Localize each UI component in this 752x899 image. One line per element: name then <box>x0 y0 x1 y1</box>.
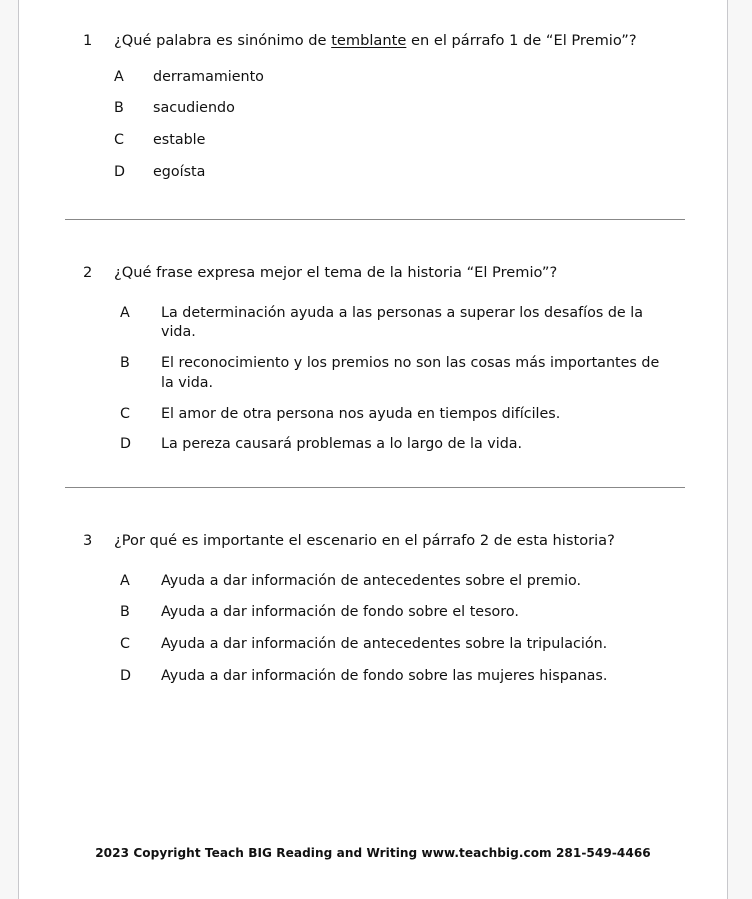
answer-option-a[interactable] <box>114 68 667 88</box>
option-text: sacudiendo <box>153 100 235 117</box>
option-letter: C <box>120 405 130 422</box>
document-page <box>18 0 728 899</box>
option-text: Ayuda a dar información de antecedentes sobre el premio. <box>161 572 582 589</box>
option-letter: A <box>120 572 130 589</box>
answer-options-list <box>83 572 691 687</box>
option-letter: D <box>120 436 132 453</box>
question-stem-row <box>83 531 691 551</box>
question-stem-part-after: en el párrafo 1 de “El Premio”? <box>406 32 637 49</box>
option-text: Ayuda a dar información de fondo sobre las mujeres hispanas. <box>161 667 608 684</box>
option-letter: C <box>120 636 130 653</box>
question-block-2 <box>19 263 727 466</box>
option-text: El amor de otra persona nos ayuda en tiempos difíciles. <box>161 405 561 422</box>
option-text: Ayuda a dar información de fondo sobre el tesoro. <box>161 604 519 621</box>
option-text: derramamiento <box>153 68 264 85</box>
option-letter: D <box>120 667 132 684</box>
question-stem-underlined-word: temblante <box>331 32 407 49</box>
option-letter: D <box>114 163 126 180</box>
option-text: egoísta <box>153 163 206 180</box>
question-number: 3 <box>83 532 93 549</box>
option-text: La pereza causará problemas a lo largo de la vida. <box>161 436 523 453</box>
question-stem-row <box>83 31 667 51</box>
option-letter: A <box>114 68 124 85</box>
section-divider <box>65 487 685 488</box>
question-stem <box>114 31 667 51</box>
page-footer: 2023 Copyright Teach BIG Reading and Writing www.teachbig.com 281-549-4466 <box>95 846 651 860</box>
answer-option-b[interactable] <box>120 603 691 623</box>
section-divider <box>65 219 685 220</box>
question-number: 2 <box>83 264 93 281</box>
answer-option-d[interactable] <box>120 667 691 687</box>
question-block-1 <box>19 31 727 195</box>
answer-option-a[interactable] <box>120 572 691 592</box>
question-block-3 <box>19 531 727 699</box>
option-letter: C <box>114 132 124 149</box>
option-letter: B <box>114 100 124 117</box>
option-letter: B <box>120 355 130 372</box>
answer-option-d[interactable] <box>114 163 667 183</box>
option-text: El reconocimiento y los premios no son las cosas más importantes de la vida. <box>161 355 660 391</box>
question-stem: ¿Qué frase expresa mejor el tema de la historia “El Premio”? <box>114 264 558 281</box>
answer-option-d[interactable] <box>120 435 691 455</box>
option-letter: B <box>120 604 130 621</box>
question-stem: ¿Por qué es importante el escenario en el párrafo 2 de esta historia? <box>114 532 615 549</box>
answer-option-b[interactable] <box>114 99 667 119</box>
answer-option-c[interactable] <box>120 635 691 655</box>
question-stem-row <box>83 263 691 283</box>
page-content <box>19 0 727 899</box>
answer-option-c[interactable] <box>114 131 667 151</box>
question-number: 1 <box>83 32 93 49</box>
question-stem-part-before: ¿Qué palabra es sinónimo de <box>114 32 332 49</box>
answer-option-c[interactable] <box>120 405 691 425</box>
option-letter: A <box>120 304 130 321</box>
answer-option-a[interactable] <box>120 304 691 343</box>
option-text: estable <box>153 132 206 149</box>
answer-options-list <box>83 304 691 455</box>
answer-options-list <box>83 68 667 183</box>
answer-option-b[interactable] <box>120 354 691 393</box>
option-text: Ayuda a dar información de antecedentes sobre la tripulación. <box>161 636 608 653</box>
option-text: La determinación ayuda a las personas a superar los desafíos de la vida. <box>161 304 643 341</box>
